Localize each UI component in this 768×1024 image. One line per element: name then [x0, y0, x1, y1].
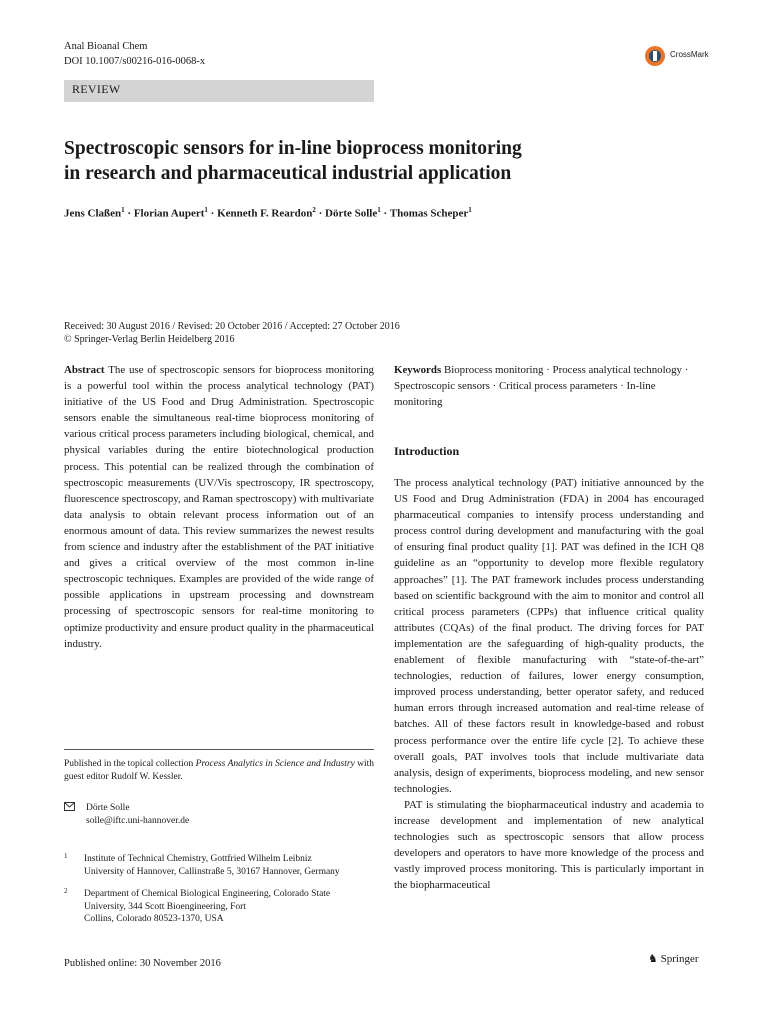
author-separator: ·	[315, 207, 326, 220]
author-affiliation: 1	[377, 206, 381, 214]
affiliation-line: Collins, Colorado 80523-1370, USA	[84, 914, 224, 924]
collection-prefix: Published in the topical collection	[64, 759, 196, 769]
publisher-name: Springer	[660, 953, 699, 965]
author-list	[64, 206, 704, 220]
collection-title: Process Analytics in Science and Industry	[195, 759, 355, 769]
affiliation-2	[64, 888, 374, 926]
envelope-icon	[64, 802, 75, 816]
corresponding-author: Dörte Solle	[86, 803, 130, 813]
publisher-logo	[648, 952, 699, 965]
keywords	[394, 362, 704, 410]
introduction-paragraph-1: The process analytical technology (PAT) initiative announced by the US Food and Drug Administration (FDA) in 2004 has encouraged pharmaceutical companies to intensify process understanding and process control during development and manufacturing with the goal of ensuring final product quality [1]. PAT was defined in the ICH Q8 guideline as an “opportunity to develop more flexible regulatory approaches” [1]. The PAT framework includes process understanding based on scientific background with the aim to monitor and control all critical process parameters (CPPs) that influence critical quality attributes (CQAs) of the final product. The driving forces for PAT implementation are the safeguarding of high-quality products, the enablement of flexible manufacturing with “state-of-the-art” technologies, reduction of failures, lower energy consumption, improved process understanding, better operator safety, and reduced human errors through increased automation and real-time release of batches. All of these factors result in knowledge-based and robust process performance over the entire life cycle [2]. To achieve these overall goals, PAT involves tools that include multivariate data analysis, design of experiments, bioprocess modeling, and new sensor technologies.	[394, 477, 704, 795]
author-separator: ·	[380, 207, 390, 220]
introduction-body	[394, 475, 704, 893]
author-separator: ·	[207, 207, 218, 220]
affiliation-number: 1	[64, 852, 68, 860]
author-affiliation: 2	[312, 206, 316, 214]
author-name[interactable]: Jens Claßen	[64, 207, 122, 220]
introduction-paragraph-2: PAT is stimulating the biopharmaceutical industry and academia to increase development and implementation of new analytical technologies such as spectroscopic sensors that allow process developers and operators to have more knowledge of the process and vastly improved process monitoring. This is particularly important in the biopharmaceutical	[394, 798, 704, 892]
author-affiliation: 1	[468, 206, 472, 214]
article-history: Received: 30 August 2016 / Revised: 20 October 2016 / Accepted: 27 October 2016	[64, 321, 400, 332]
journal-name: Anal Bioanal Chem	[64, 41, 148, 52]
abstract-label: Abstract	[64, 364, 105, 376]
affiliation-line: Department of Chemical Biological Engineering, Colorado State	[84, 889, 331, 899]
author-affiliation: 1	[121, 206, 125, 214]
section-banner	[64, 80, 374, 102]
author-name[interactable]: Florian Aupert	[133, 207, 205, 220]
title-line-2: in research and pharmaceutical industrial application	[64, 163, 512, 184]
abstract-text: The use of spectroscopic sensors for bioprocess monitoring is a powerful tool within the process analytical technology (PAT) initiative of the US Food and Drug Administration. Spectroscopic sensors enable the simultaneous real-time bioprocess monitoring of various critical process parameters including biological, chemical, and physical variables during the entire biotechnological production process. This potential can be realized through the combination of spectroscopic measurements (UV/Vis spectroscopy, IR spectroscopy, fluorescence spectroscopy, and Raman spectroscopy) with multivariate data analysis to obtain relevant process information out of an enormous amount of data. This review summarizes the newest results from science and industry after the establishment of the PAT initiative and gives a critical overview of the most common in-line spectroscopic techniques. Examples are provided of the wide range of possible applications in upstream processing and downstream processing of spectroscopic sensors for real-time monitoring to optimize productivity and ensure product quality in the pharmaceutical industry.	[64, 364, 374, 650]
footnote-divider	[64, 749, 374, 750]
keywords-label: Keywords	[394, 364, 442, 376]
author-separator: ·	[124, 207, 134, 220]
collection-suffix: with guest editor Rudolf W. Kessler.	[64, 759, 375, 782]
title-line-1: Spectroscopic sensors for in-line bioprocess monitoring	[64, 138, 522, 159]
author-name[interactable]: Dörte Solle	[325, 207, 378, 220]
springer-horse-icon: ♞	[648, 953, 658, 965]
author-affiliation: 1	[204, 206, 208, 214]
crossmark-icon	[644, 44, 666, 68]
topical-collection-note	[64, 758, 374, 783]
affiliation-line: Institute of Technical Chemistry, Gottfried Wilhelm Leibniz	[84, 854, 312, 864]
crossmark-label: CrossMark	[670, 50, 709, 59]
author-name[interactable]: Kenneth F. Reardon	[217, 207, 313, 220]
keywords-text: Bioprocess monitoring · Process analytical technology · Spectroscopic sensors · Critical process parameters · In-line monitoring	[394, 364, 689, 409]
introduction-heading: Introduction	[394, 444, 460, 458]
copyright: © Springer-Verlag Berlin Heidelberg 2016	[64, 334, 235, 345]
affiliation-line: University, 344 Scott Bioengineering, Fort	[84, 901, 246, 912]
published-online: Published online: 30 November 2016	[64, 958, 221, 969]
author-name[interactable]: Thomas Scheper	[389, 207, 469, 220]
crossmark-badge[interactable]	[644, 44, 709, 68]
section-label: REVIEW	[72, 82, 121, 96]
affiliation-number: 2	[64, 887, 68, 895]
corresponding-email[interactable]: solle@iftc.uni-hannover.de	[86, 816, 190, 826]
article-title	[64, 136, 664, 186]
doi[interactable]: DOI 10.1007/s00216-016-0068-x	[64, 56, 206, 67]
affiliation-1	[64, 853, 374, 878]
affiliation-line: University of Hannover, Callinstraße 5, 30167 Hannover, Germany	[84, 866, 340, 877]
abstract	[64, 362, 374, 652]
